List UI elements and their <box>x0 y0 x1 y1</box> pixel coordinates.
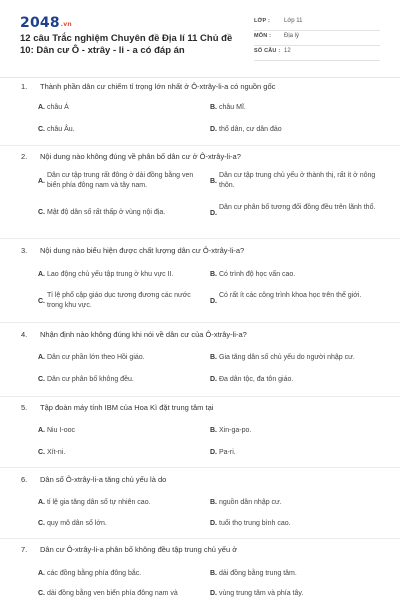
logo-number: 2048 <box>20 15 60 31</box>
question-divider <box>0 467 400 468</box>
logo-tld: .vn <box>60 21 72 28</box>
question-text: 6. Dân số Ô-xtrây-li-a tăng chủ yếu là do <box>21 475 167 484</box>
header-divider <box>0 77 400 78</box>
question-text: 1. Thành phần dân cư chiếm tỉ trọng lớn nhất ở Ô-xtrây-li-a có nguồn gốc <box>21 82 276 91</box>
question-text: 7. Dân cư Ô-xtrây-li-a phân bố không đều tập trung chủ yếu ở <box>21 545 238 554</box>
question-text: 3. Nội dung nào biểu hiện được chất lượng dân cư Ô-xtrây-li-a? <box>21 246 245 255</box>
document-title: 12 câu Trắc nghiệm Chuyên đề Địa lí 11 Chủ đề 10: Dân cư Ô - xtrây - li - a có đáp án <box>20 33 233 56</box>
site-logo[interactable] <box>20 15 72 31</box>
question-divider <box>0 145 400 146</box>
meta-grade-label: LỚP : <box>254 18 270 24</box>
document-header <box>0 0 400 76</box>
meta-count-value: 12 <box>284 48 291 54</box>
meta-subject-value: Địa lý <box>284 33 300 39</box>
question-divider <box>0 538 400 539</box>
meta-count-label: SỐ CÂU : <box>254 48 281 54</box>
question-divider <box>0 322 400 323</box>
question-text: 2. Nội dung nào không đúng về phân bố dân cư ở Ô-xtrây-li-a? <box>21 152 241 161</box>
question-divider <box>0 238 400 239</box>
meta-subject-label: MÔN : <box>254 33 272 39</box>
meta-grade-row <box>254 15 380 31</box>
meta-count-row <box>254 45 380 61</box>
question-text: 4. Nhận định nào không đúng khi nói về dân cư của Ô-xtrây-li-a? <box>21 330 247 339</box>
meta-grade-value: Lớp 11 <box>284 18 303 24</box>
question-text: 5. Tập đoàn máy tính IBM của Hoa Kì đặt trung tâm tại <box>21 403 214 412</box>
meta-subject-row <box>254 30 380 46</box>
question-divider <box>0 396 400 397</box>
